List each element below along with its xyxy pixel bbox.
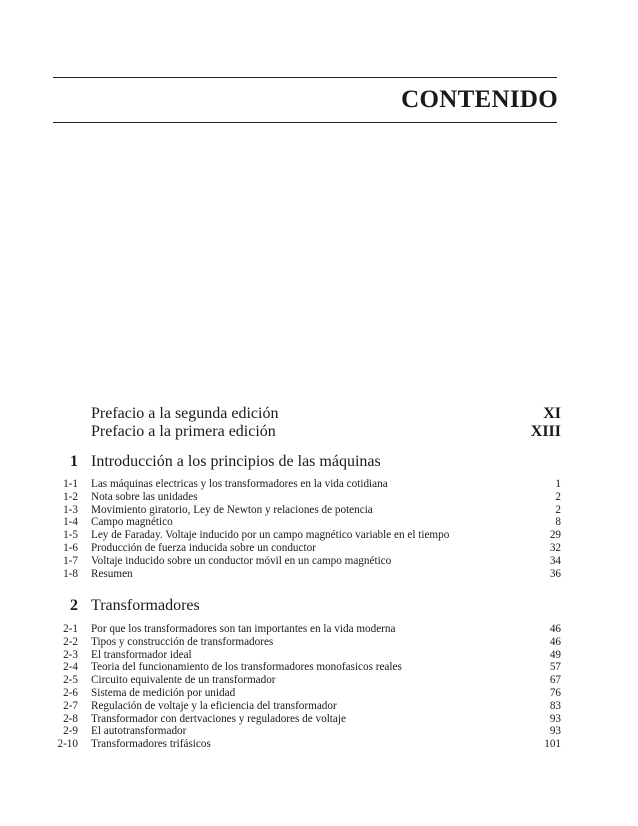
section-page: 76 <box>549 686 561 699</box>
front-matter-page: XI <box>543 405 561 422</box>
section-page: 29 <box>549 529 561 542</box>
toc-entry[interactable] <box>0 555 638 568</box>
toc-entry[interactable] <box>0 674 638 687</box>
toc-entry[interactable] <box>0 478 638 491</box>
chapter-number: 2 <box>70 597 78 614</box>
section-number: 1-6 <box>63 541 78 554</box>
section-page: 93 <box>549 725 561 738</box>
toc-entry[interactable] <box>0 636 638 649</box>
section-title: Tipos y construcción de transformadores <box>91 635 274 648</box>
section-number: 1-2 <box>63 490 78 503</box>
section-page: 2 <box>555 490 561 503</box>
front-matter-label: Prefacio a la primera edición <box>91 423 276 440</box>
section-title: Regulación de voltaje y la eficiencia del transformador <box>91 699 337 712</box>
section-title: Nota sobre las unidades <box>91 490 198 503</box>
section-number: 2-9 <box>63 725 78 738</box>
front-matter-page: XIII <box>530 423 561 440</box>
toc-entry[interactable] <box>0 623 638 636</box>
section-number: 2-5 <box>63 674 78 687</box>
section-title: Voltaje inducido sobre un conductor móvil en un campo magnético <box>91 554 392 567</box>
chapter-title: Introducción a los principios de las máquinas <box>91 453 381 470</box>
toc-entry[interactable] <box>0 649 638 662</box>
section-title: Ley de Faraday. Voltaje inducido por un campo magnético variable en el tiempo <box>91 529 450 542</box>
section-page: 32 <box>549 541 561 554</box>
toc-entry[interactable] <box>0 568 638 581</box>
section-page: 1 <box>555 478 561 490</box>
section-title: Producción de fuerza inducida sobre un conductor <box>91 541 316 554</box>
toc-entry[interactable] <box>0 725 638 738</box>
section-number: 2-1 <box>63 623 78 635</box>
section-title: Las máquinas electricas y los transformadores en la vida cotidiana <box>91 478 388 490</box>
toc-entry[interactable] <box>0 661 638 674</box>
front-matter-item[interactable] <box>91 423 561 441</box>
section-page: 49 <box>549 648 561 661</box>
page-title: CONTENIDO <box>401 86 558 113</box>
toc-entry[interactable] <box>0 504 638 517</box>
section-number: 1-1 <box>63 478 78 490</box>
section-page: 46 <box>549 623 561 635</box>
top-rule <box>53 77 557 78</box>
section-title: Movimiento giratorio, Ley de Newton y relaciones de potencia <box>91 503 373 516</box>
toc-entry[interactable] <box>0 516 638 529</box>
section-page: 2 <box>555 503 561 516</box>
section-number: 2-2 <box>63 635 78 648</box>
section-number: 1-4 <box>63 516 78 529</box>
chapter-title: Transformadores <box>91 597 200 614</box>
front-matter-label: Prefacio a la segunda edición <box>91 405 279 422</box>
chapter-1-sections <box>0 478 638 580</box>
section-title: Sistema de medición por unidad <box>91 686 236 699</box>
section-title: Transformadores trifásicos <box>91 738 211 751</box>
section-title: Teoria del funcionamiento de los transformadores monofasicos reales <box>91 661 402 674</box>
toc-entry[interactable] <box>0 687 638 700</box>
section-title: Resumen <box>91 567 133 580</box>
chapter-heading[interactable] <box>0 597 638 617</box>
section-page: 93 <box>549 712 561 725</box>
toc-entry[interactable] <box>0 491 638 504</box>
chapter-heading[interactable] <box>0 453 638 473</box>
section-number: 1-8 <box>63 567 78 580</box>
chapter-2-sections <box>0 623 638 751</box>
section-page: 83 <box>549 699 561 712</box>
section-page: 46 <box>549 635 561 648</box>
front-matter-item[interactable] <box>91 405 561 423</box>
section-page: 67 <box>549 674 561 687</box>
toc-entry[interactable] <box>0 542 638 555</box>
toc-entry[interactable] <box>0 713 638 726</box>
section-title: Campo magnético <box>91 516 173 529</box>
chapter-number: 1 <box>70 453 78 470</box>
toc-entry[interactable] <box>0 700 638 713</box>
section-page: 36 <box>549 567 561 580</box>
section-number: 2-4 <box>63 661 78 674</box>
section-title: Transformador con dertvaciones y reguladores de voltaje <box>91 712 346 725</box>
section-number: 2-8 <box>63 712 78 725</box>
section-number: 1-3 <box>63 503 78 516</box>
section-title: El transformador ideal <box>91 648 192 661</box>
toc-entry[interactable] <box>0 529 638 542</box>
section-title: El autotransformador <box>91 725 187 738</box>
section-page: 57 <box>549 661 561 674</box>
section-number: 2-10 <box>57 738 78 751</box>
section-number: 1-5 <box>63 529 78 542</box>
section-number: 2-7 <box>63 699 78 712</box>
section-number: 1-7 <box>63 554 78 567</box>
section-number: 2-6 <box>63 686 78 699</box>
section-page: 34 <box>549 554 561 567</box>
section-title: Circuito equivalente de un transformador <box>91 674 276 687</box>
bottom-rule <box>53 122 557 123</box>
toc-entry[interactable] <box>0 738 638 751</box>
section-number: 2-3 <box>63 648 78 661</box>
section-page: 8 <box>555 516 561 529</box>
section-title: Por que los transformadores son tan importantes en la vida moderna <box>91 623 396 635</box>
section-page: 101 <box>544 738 561 751</box>
